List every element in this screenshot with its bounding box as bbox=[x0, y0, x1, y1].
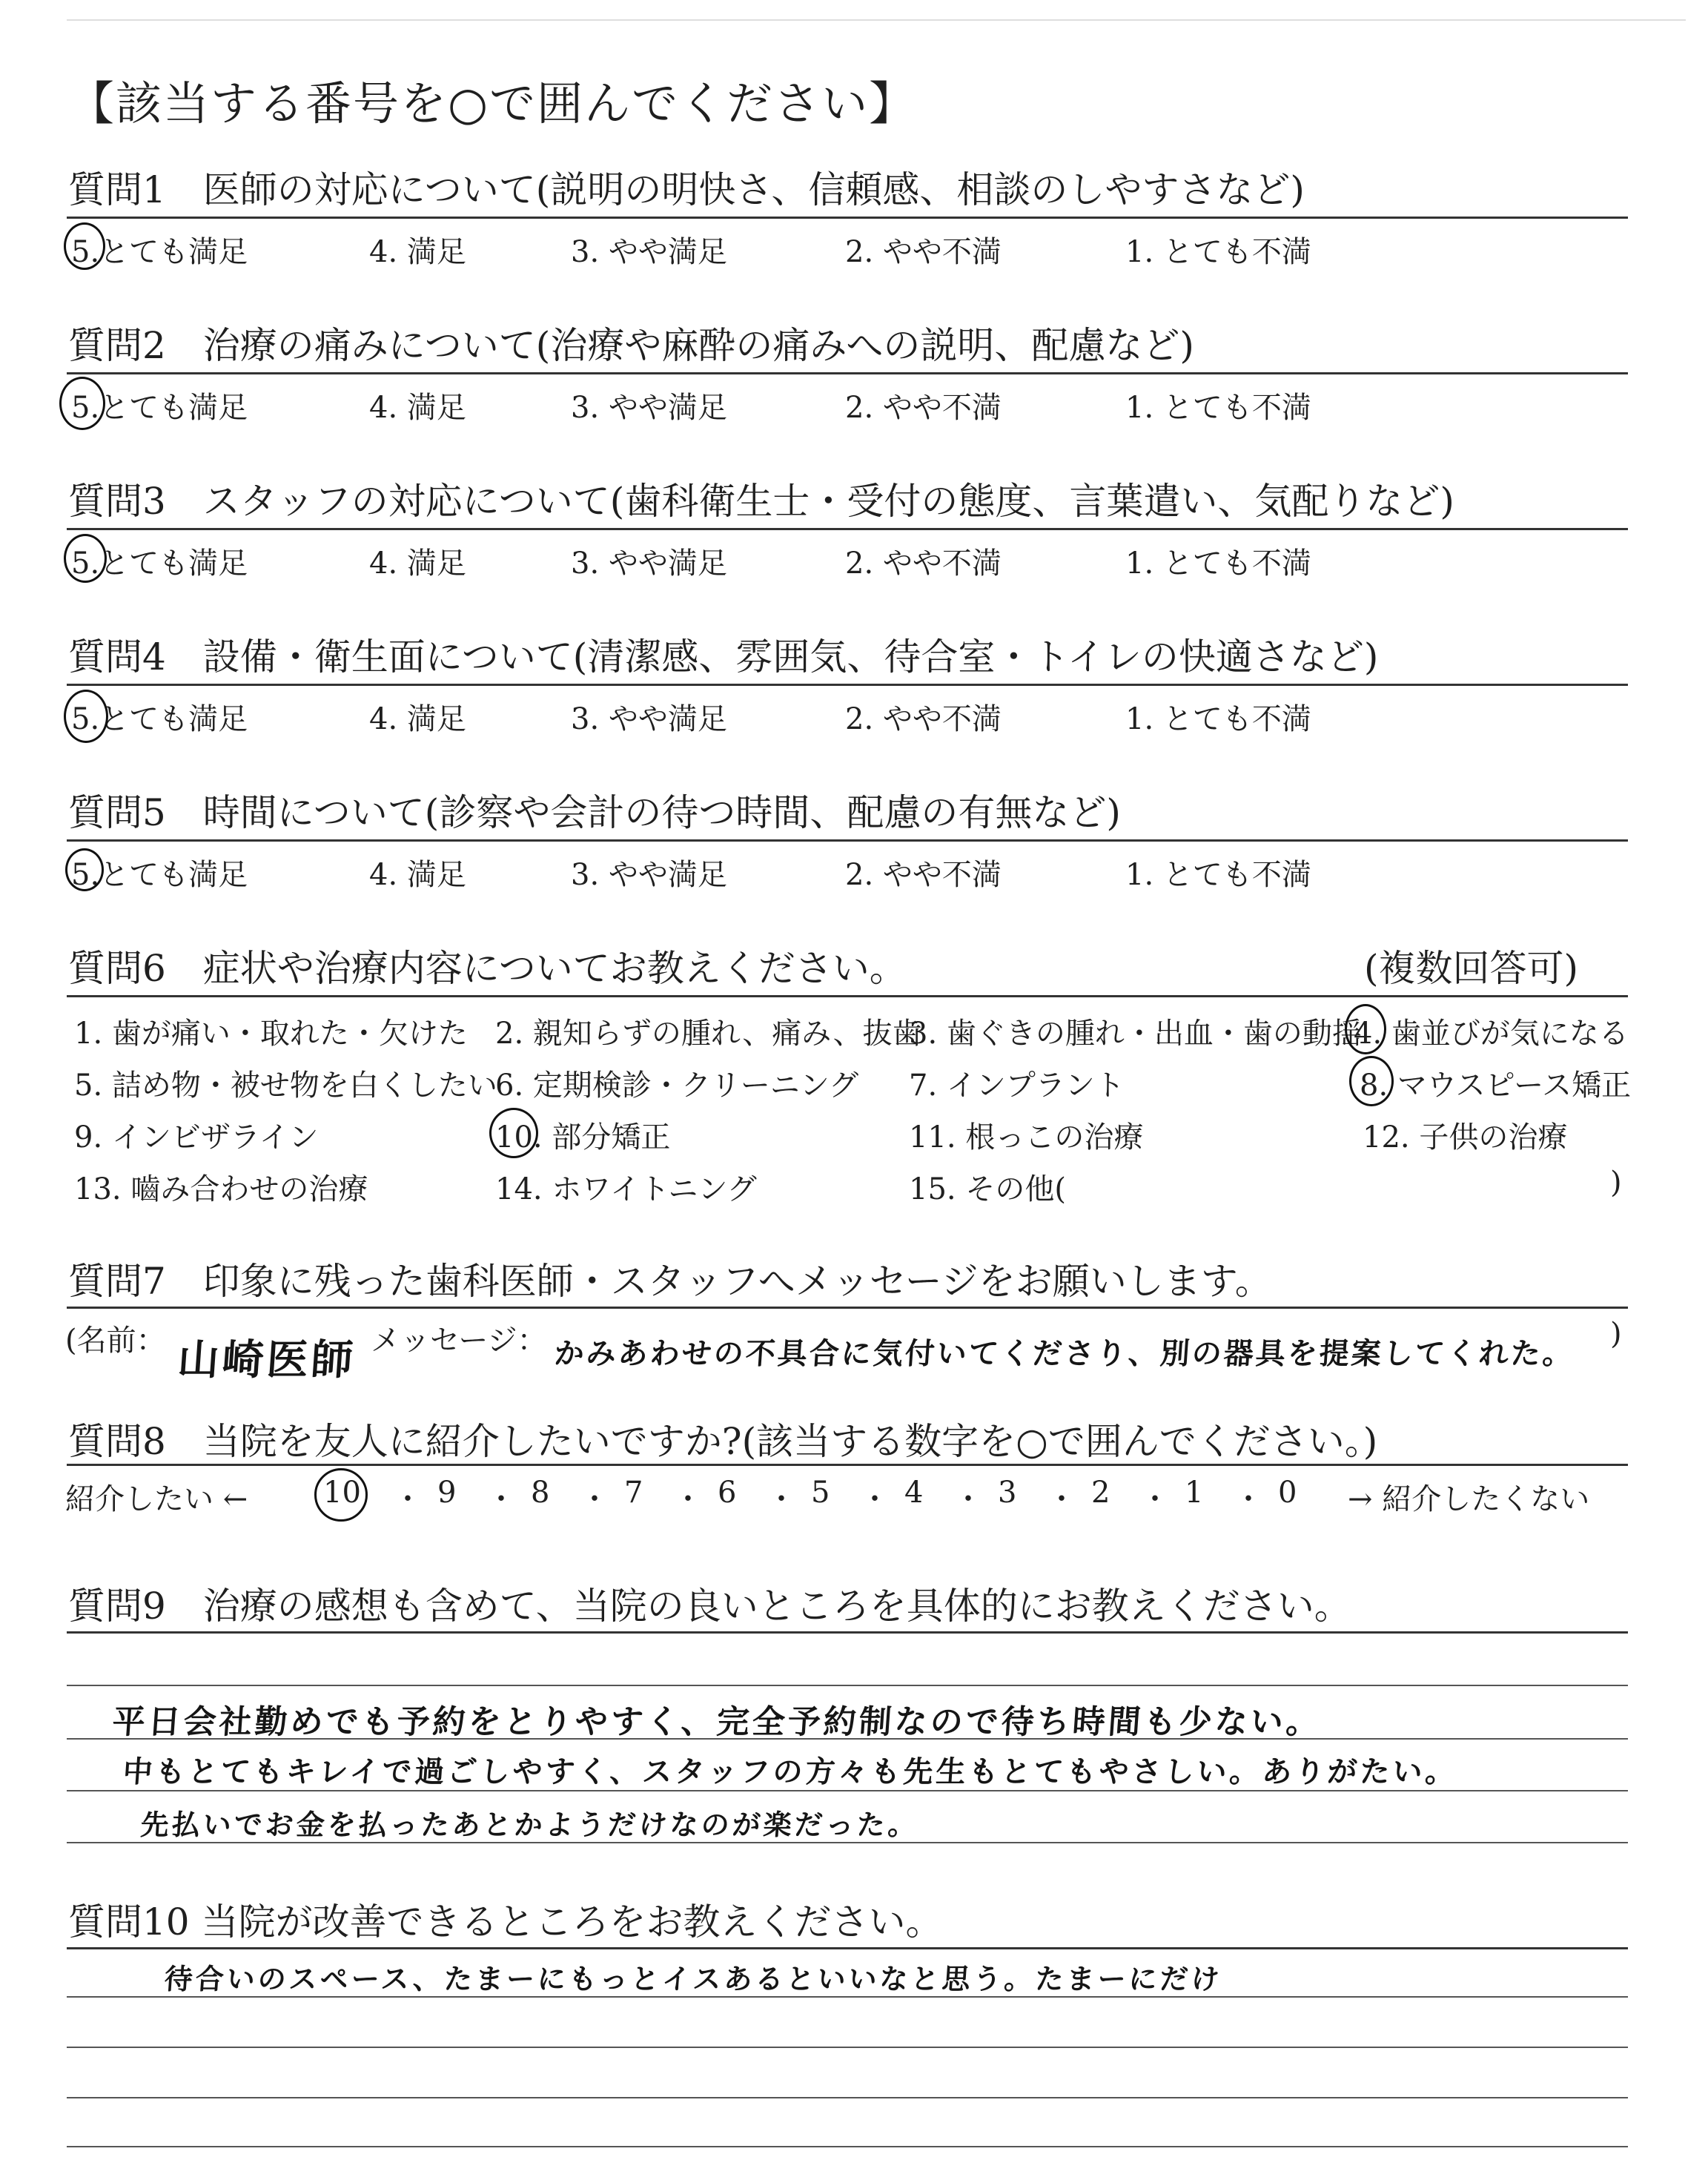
question-rule bbox=[67, 1307, 1628, 1309]
question-title: 質問9 治療の感想も含めて、当院の良いところを具体的にお教えください。 bbox=[68, 1585, 1351, 1628]
other-close-paren: ) bbox=[1610, 1166, 1622, 1200]
scale-separator: ・ bbox=[673, 1482, 703, 1516]
question-title: 質問4 設備・衛生面について(清潔感、雰囲気、待合室・トイレの快適さなど) bbox=[68, 635, 1379, 678]
symptom-option[interactable]: 3. 歯ぐきの腫れ・出血・歯の動揺 bbox=[909, 1017, 1362, 1051]
symptom-option[interactable]: 14. ホワイトニング bbox=[495, 1172, 757, 1206]
scale-separator: ・ bbox=[1047, 1482, 1076, 1516]
option-3[interactable]: 3. やや満足 bbox=[571, 235, 727, 269]
option-2[interactable]: 2. やや不満 bbox=[845, 235, 1002, 269]
option-5[interactable]: 5.とても満足 bbox=[71, 391, 248, 425]
option-2[interactable]: 2. やや不満 bbox=[845, 702, 1002, 736]
handwritten-name[interactable]: 山崎医師 bbox=[176, 1336, 357, 1384]
symptom-option[interactable]: 1. 歯が痛い・取れた・欠けた bbox=[74, 1017, 468, 1051]
question-rule bbox=[67, 372, 1628, 374]
handwritten-answer-line[interactable]: 平日会社勤めでも予約をとりやすく、完全予約制なので待ち時間も少ない。 bbox=[110, 1703, 1323, 1741]
scale-4[interactable]: 4 bbox=[904, 1476, 924, 1510]
question-title: 質問6 症状や治療内容についてお教えください。 bbox=[68, 947, 907, 990]
symptom-option[interactable]: 9. インビザライン bbox=[74, 1120, 319, 1155]
selection-circle bbox=[314, 1468, 368, 1522]
scale-7[interactable]: 7 bbox=[624, 1476, 643, 1510]
option-3[interactable]: 3. やや満足 bbox=[571, 858, 727, 892]
question-rule bbox=[67, 1631, 1628, 1634]
symptom-option[interactable]: 13. 嚙み合わせの治療 bbox=[74, 1172, 368, 1206]
symptom-option[interactable]: 10. 部分矯正 bbox=[495, 1120, 671, 1155]
question-title: 質問10 当院が改善できるところをお教えください。 bbox=[68, 1900, 943, 1943]
symptom-option[interactable]: 8. マウスピース矯正 bbox=[1360, 1069, 1632, 1103]
question-rule bbox=[67, 684, 1628, 686]
option-2[interactable]: 2. やや不満 bbox=[845, 858, 1002, 892]
question-title: 質問3 スタッフの対応について(歯科衛生士・受付の態度、言葉遣い、気配りなど) bbox=[68, 480, 1454, 523]
scale-1[interactable]: 1 bbox=[1185, 1476, 1204, 1510]
scale-separator: ・ bbox=[767, 1482, 796, 1516]
form-heading: 【該当する番号を○で囲んでください】 bbox=[68, 76, 917, 131]
scale-separator: ・ bbox=[1234, 1482, 1263, 1516]
question-title: 質問1 医師の対応について(説明の明快さ、信頼感、相談のしやすさなど) bbox=[68, 168, 1305, 211]
symptom-option[interactable]: 2. 親知らずの腫れ、痛み、抜歯 bbox=[495, 1017, 922, 1051]
question-rule bbox=[67, 839, 1628, 842]
handwritten-message[interactable]: かみあわせの不具合に気付いてくださり、別の器具を提案してくれた。 bbox=[553, 1337, 1576, 1371]
handwritten-answer-line[interactable]: 待合いのスペース、たまーにもっとイスあるといいなと思う。たまーにだけ bbox=[163, 1963, 1224, 1995]
scale-separator: ・ bbox=[393, 1482, 423, 1516]
scale-10[interactable]: 10 bbox=[323, 1476, 361, 1510]
top-border bbox=[67, 19, 1686, 21]
message-label: メッセージ： bbox=[371, 1324, 547, 1358]
scale-3[interactable]: 3 bbox=[998, 1476, 1017, 1510]
scale-2[interactable]: 2 bbox=[1091, 1476, 1110, 1510]
selection-circle bbox=[64, 534, 107, 583]
question-rule bbox=[67, 995, 1628, 997]
option-1[interactable]: 1. とても不満 bbox=[1125, 702, 1311, 736]
selection-circle bbox=[1349, 1056, 1394, 1106]
selection-circle bbox=[1345, 1004, 1386, 1054]
scale-separator: ・ bbox=[580, 1482, 609, 1516]
symptom-option[interactable]: 6. 定期検診・クリーニング bbox=[495, 1069, 859, 1103]
question-rule bbox=[67, 217, 1628, 219]
question-rule bbox=[67, 1464, 1628, 1466]
scale-separator: ・ bbox=[860, 1482, 890, 1516]
symptom-option[interactable]: 11. 根っこの治療 bbox=[909, 1120, 1144, 1155]
option-5[interactable]: 5.とても満足 bbox=[71, 546, 248, 581]
option-4[interactable]: 4. 満足 bbox=[369, 391, 466, 425]
question-title: 質問5 時間について(診察や会計の待つ時間、配慮の有無など) bbox=[68, 791, 1121, 834]
selection-circle bbox=[489, 1108, 538, 1158]
scale-5[interactable]: 5 bbox=[811, 1476, 830, 1510]
scale-6[interactable]: 6 bbox=[718, 1476, 737, 1510]
recommend-right-label: → 紹介したくない bbox=[1348, 1482, 1590, 1516]
scale-separator: ・ bbox=[486, 1482, 516, 1516]
answer-line bbox=[67, 2097, 1628, 2098]
option-3[interactable]: 3. やや満足 bbox=[571, 391, 727, 425]
question-title: 質問8 当院を友人に紹介したいですか?(該当する数字を○で囲んでください。) bbox=[68, 1420, 1378, 1463]
option-4[interactable]: 4. 満足 bbox=[369, 858, 466, 892]
other-option[interactable]: 15. その他( bbox=[909, 1172, 1066, 1206]
answer-line bbox=[67, 2047, 1628, 2048]
scale-separator: ・ bbox=[953, 1482, 983, 1516]
multiple-answer-note: (複数回答可) bbox=[1364, 947, 1579, 990]
scale-0[interactable]: 0 bbox=[1278, 1476, 1297, 1510]
symptom-option[interactable]: 5. 詰め物・被せ物を白くしたい bbox=[74, 1069, 497, 1103]
answer-line bbox=[67, 1685, 1628, 1686]
scale-8[interactable]: 8 bbox=[531, 1476, 550, 1510]
option-1[interactable]: 1. とても不満 bbox=[1125, 546, 1311, 581]
handwritten-answer-line[interactable]: 先払いでお金を払ったあとかようだけなのが楽だった。 bbox=[139, 1809, 921, 1841]
option-4[interactable]: 4. 満足 bbox=[369, 702, 466, 736]
option-5[interactable]: 5.とても満足 bbox=[71, 702, 248, 736]
question-rule bbox=[67, 528, 1628, 530]
scale-9[interactable]: 9 bbox=[437, 1476, 457, 1510]
handwritten-answer-line[interactable]: 中もとてもキレイで過ごしやすく、スタッフの方々も先生もとてもやさしい。ありがたい。 bbox=[122, 1755, 1460, 1789]
option-3[interactable]: 3. やや満足 bbox=[571, 546, 727, 581]
message-close-paren: ) bbox=[1610, 1317, 1622, 1351]
option-1[interactable]: 1. とても不満 bbox=[1125, 235, 1311, 269]
option-2[interactable]: 2. やや不満 bbox=[845, 391, 1002, 425]
option-1[interactable]: 1. とても不満 bbox=[1125, 391, 1311, 425]
name-label: (名前： bbox=[65, 1324, 166, 1358]
option-3[interactable]: 3. やや満足 bbox=[571, 702, 727, 736]
option-1[interactable]: 1. とても不満 bbox=[1125, 858, 1311, 892]
question-rule bbox=[67, 1947, 1628, 1949]
option-5[interactable]: 5.とても満足 bbox=[71, 858, 248, 892]
option-5[interactable]: 5.とても満足 bbox=[71, 235, 248, 269]
answer-line bbox=[67, 2146, 1628, 2147]
option-2[interactable]: 2. やや不満 bbox=[845, 546, 1002, 581]
selection-circle bbox=[64, 690, 108, 743]
selection-circle bbox=[64, 222, 105, 270]
option-4[interactable]: 4. 満足 bbox=[369, 546, 466, 581]
recommend-left-label: 紹介したい ← bbox=[65, 1482, 248, 1516]
symptom-option[interactable]: 4. 歯並びが気になる bbox=[1354, 1017, 1629, 1051]
selection-circle bbox=[59, 377, 105, 430]
question-title: 質問7 印象に残った歯科医師・スタッフへメッセージをお願いします。 bbox=[68, 1260, 1272, 1303]
selection-circle bbox=[65, 848, 104, 891]
question-title: 質問2 治療の痛みについて(治療や麻酔の痛みへの説明、配慮など) bbox=[68, 324, 1194, 367]
scale-separator: ・ bbox=[1140, 1482, 1170, 1516]
symptom-option[interactable]: 12. 子供の治療 bbox=[1363, 1120, 1568, 1155]
symptom-option[interactable]: 7. インプラント bbox=[909, 1069, 1125, 1103]
option-4[interactable]: 4. 満足 bbox=[369, 235, 466, 269]
